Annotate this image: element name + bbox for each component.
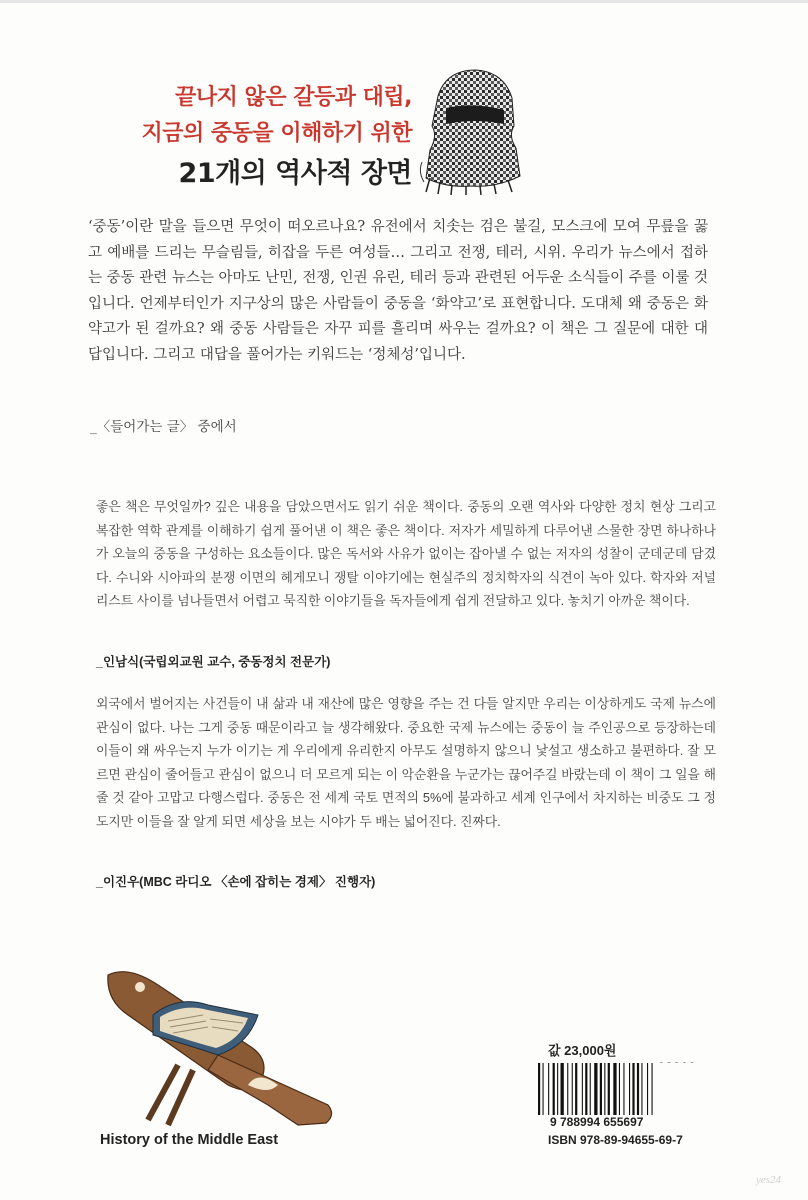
- headline-line-1: 끝나지 않은 갈등과 대립,: [175, 85, 412, 110]
- review-1-text: 좋은 책은 무엇일까? 깊은 내용을 담았으면서도 읽기 쉬운 책이다. 중동의 오랜 역사와 다양한 정치 현상 그리고 복잡한 역학 관계를 이해하기 쉽게 풀어낸 이 책은 좋은 책이다. 저자가 세밀하게 다루어낸 스물한 장면 하나하나가 오늘의 중동을 구성하는 요소들이다. 많은 독서와 사유가 없이는 잡아낼 수 없는 저자의 성찰이 군데군데 담겼다. 수니와 시아파의 분쟁 이면의 헤게모니 쟁탈 이야기에는 현실주의 정치학자의 식견이 녹아 있다. 학자와 저널리스트 사이를 넘나들면서 어렵고 묵직한 이야기들을 독자들에게 쉽게 전달하고 있다. 놓치기 아까운 책이다.: [96, 499, 716, 608]
- barcode-bar: [553, 1063, 555, 1115]
- isbn-barcode: [536, 1063, 698, 1115]
- headline: [82, 80, 412, 196]
- review-2-text: 외국에서 벌어지는 사건들이 내 삶과 내 재산에 많은 영향을 주는 건 다들 알지만 우리는 이상하게도 국제 뉴스에 관심이 없다. 나는 그게 중동 때문이라고 늘 생각해왔다. 중요한 국제 뉴스에는 중동이 늘 주인공으로 등장하는데 이들이 왜 싸우는지 누가 이기는 게 우리에게 유리한지 아무도 설명하지 않으니 낯설고 생소하고 불편하다. 잘 모르면 관심이 줄어들고 관심이 없으니 더 모르게 되는 이 악순환을 누군가는 끊어주길 바랐는데 이 책이 그 일을 해줄 것 같아 고맙고 다행스럽다. 중동은 전 세계 국토 면적의 5%에 불과하고 세계 인구에서 차지하는 비중도 그 정도지만 이들을 잘 알게 되면 세상을 보는 시야가 두 배는 넓어진다. 진짜다.: [96, 696, 716, 829]
- quran-stand-illustration: [98, 945, 338, 1130]
- barcode-bar: [647, 1063, 648, 1115]
- barcode-bar: [652, 1063, 653, 1115]
- barcode-bar: [590, 1063, 591, 1115]
- barcode-bar: [637, 1063, 639, 1115]
- barcode-bar: [613, 1063, 616, 1115]
- headline-line-3: 21개의 역사적 장면: [178, 158, 412, 189]
- keffiyeh-illustration: [416, 66, 528, 196]
- barcode-bar: [538, 1063, 540, 1115]
- barcode-number: 9 788994 655697: [550, 1115, 644, 1129]
- review-2-author: _이진우(MBC 라디오 〈손에 잡히는 경제〉 진행자): [96, 875, 376, 889]
- barcode-bar: [575, 1063, 577, 1115]
- barcode-bar: [567, 1063, 568, 1115]
- barcode-bar: [582, 1063, 583, 1115]
- barcode-bar: [585, 1063, 587, 1115]
- intro-source: _〈들어가는 글〉 중에서: [90, 419, 237, 435]
- barcode-bar: [572, 1063, 573, 1115]
- top-edge: [0, 0, 808, 3]
- barcode-bar: [600, 1063, 602, 1115]
- barcode-bar: [604, 1063, 605, 1115]
- barcode-bar: [608, 1063, 610, 1115]
- barcode-bar: [629, 1063, 630, 1115]
- barcode-bar: [594, 1063, 597, 1115]
- review-1-author: _인남식(국립외교원 교수, 중동정치 전문가): [96, 655, 331, 669]
- barcode-bar: [543, 1063, 544, 1115]
- barcode-bar: [623, 1063, 624, 1115]
- intro-passage: ‘중동’이란 말을 들으면 무엇이 떠오르나요? 유전에서 치솟는 검은 불길, 모스크에 모여 무릎을 꿇고 예배를 드리는 무슬림들, 히잡을 두른 여성들… 그리고 전쟁, 테러, 시위. 우리가 뉴스에서 접하는 중동 관련 뉴스는 아마도 난민, 전쟁, 인권 유린, 테러 등과 관련된 어두운 소식들이 주를 이룰 것입니다. 언제부터인가 지구상의 많은 사람들이 중동을 ‘화약고’로 표현합니다. 도대체 왜 중동은 화약고가 된 걸까요? 왜 중동 사람들은 자꾸 피를 흘리며 싸우는 걸까요? 이 책은 그 질문에 대한 대답입니다. 그리고 대답을 풀어가는 키워드는 ‘정체성’입니다.: [88, 219, 708, 363]
- barcode-bar: [632, 1063, 634, 1115]
- headline-line-2: 지금의 중동을 이해하기 위한: [141, 121, 412, 146]
- isbn: ISBN 978-89-94655-69-7: [548, 1133, 683, 1147]
- book-title-english: History of the Middle East: [100, 1132, 279, 1148]
- barcode-bar: [561, 1063, 564, 1115]
- barcode-bar: [641, 1063, 642, 1115]
- barcode-bar: [548, 1063, 549, 1115]
- barcode-bar: [619, 1063, 620, 1115]
- barcode-bar: [557, 1063, 558, 1115]
- price: 값 23,000원: [548, 1043, 617, 1058]
- watermark: yes24: [756, 1174, 782, 1186]
